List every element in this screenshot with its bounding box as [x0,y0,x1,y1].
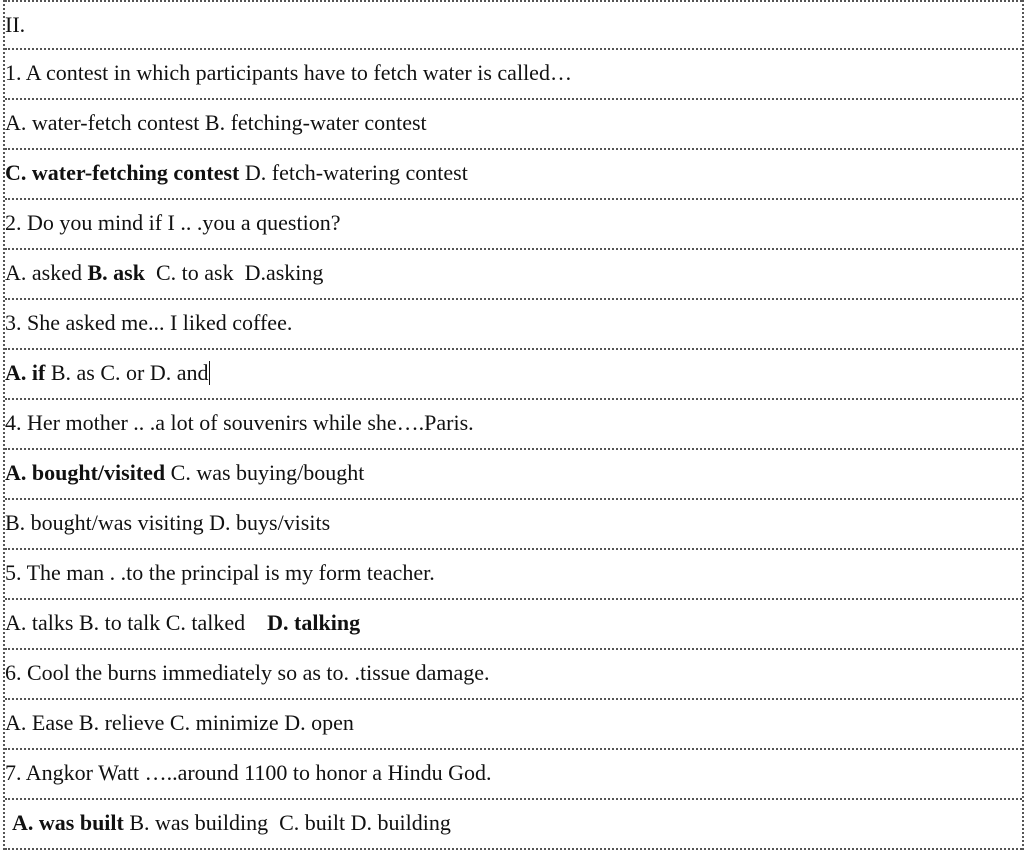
text-segment: A. asked [5,260,88,285]
table-row [5,350,1022,400]
row-text [5,510,330,536]
table-row [5,450,1022,500]
row-text [5,460,364,486]
answer-text: A. was built [12,810,124,835]
row-text [5,560,435,586]
table-row [5,200,1022,250]
table-row [5,500,1022,550]
text-segment: 4. Her mother .. .a lot of souvenirs while she….Paris. [5,410,474,435]
text-segment: B. as C. or D. and [45,360,209,385]
text-segment: 3. She asked me... I liked coffee. [5,310,293,335]
table-row [5,100,1022,150]
text-segment: 5. The man . .to the principal is my form teacher. [5,560,435,585]
table-row [5,0,1022,50]
table-row [5,150,1022,200]
row-text [5,660,490,686]
answer-text: C. water-fetching contest [5,160,240,185]
text-segment: C. was buying/bought [165,460,365,485]
text-segment: 2. Do you mind if I .. .you a question? [5,210,341,235]
table-row [5,300,1022,350]
text-segment: 7. Angkor Watt …..around 1100 to honor a Hindu God. [5,760,492,785]
text-segment: A. Ease B. relieve C. minimize D. open [5,710,354,735]
row-text [5,160,468,186]
table-row [5,600,1022,650]
text-cursor [209,361,210,385]
row-text [5,260,323,286]
text-segment: 6. Cool the burns immediately so as to. .tissue damage. [5,660,490,685]
text-segment: B. bought/was visiting D. buys/visits [5,510,331,535]
text-segment: II. [5,12,26,37]
text-segment: C. to ask D.asking [144,260,324,285]
row-text [5,760,491,786]
answer-text: A. bought/visited [5,460,166,485]
row-text [5,60,572,86]
row-text [12,810,451,836]
text-segment: A. water-fetch contest B. fetching-water contest [5,110,427,135]
table-row [5,750,1022,800]
question-table [3,0,1024,850]
answer-text: D. talking [267,610,361,635]
table-row [5,650,1022,700]
text-segment: A. talks B. to talk C. talked [5,610,268,635]
table-row [5,400,1022,450]
row-text [5,12,25,38]
table-row [5,550,1022,600]
answer-text: A. if [5,360,46,385]
row-text [5,310,292,336]
row-text [5,410,474,436]
table-row [5,250,1022,300]
row-text [5,360,210,386]
row-text [5,210,340,236]
text-segment: B. was building C. built D. building [123,810,451,835]
answer-text: B. ask [87,260,145,285]
table-row [5,50,1022,100]
table-row [5,800,1022,850]
text-segment: 1. A contest in which participants have to fetch water is called… [5,60,572,85]
table-row [5,700,1022,750]
row-text [5,710,354,736]
text-segment: D. fetch-watering contest [239,160,468,185]
row-text [5,610,360,636]
row-text [5,110,427,136]
